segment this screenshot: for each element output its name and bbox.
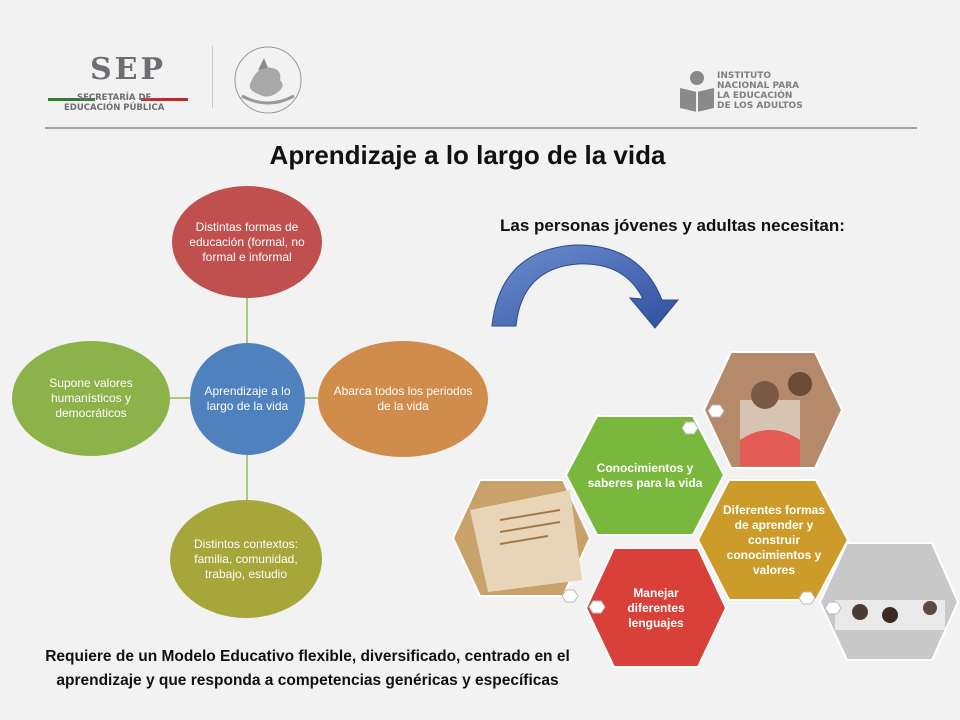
hex-label-manejar-lenguajes: Manejar diferentes lenguajes xyxy=(627,585,685,630)
hex-label-diferentes-formas: Diferentes formas de aprender y construir conocimientos y valores xyxy=(722,502,826,577)
node-center: Aprendizaje a lo largo de la vida xyxy=(190,343,305,455)
inea-line-1: INSTITUTO xyxy=(717,71,772,81)
node-right: Abarca todos los periodos de la vida xyxy=(318,341,488,457)
inea-line-4: DE LOS ADULTOS xyxy=(717,101,803,111)
hex-label-conocimientos: Conocimientos y saberes para la vida xyxy=(587,461,703,490)
inea-line-2: NACIONAL PARA xyxy=(717,81,800,91)
inea-line-3: LA EDUCACIÓN xyxy=(717,91,793,101)
footer-text: Requiere de un Modelo Educativo flexible, diversificado, centrado en el aprendizaje y que responda a competencias genéricas y específicas xyxy=(45,648,570,689)
page-title: Aprendizaje a lo largo de la vida xyxy=(269,140,666,170)
node-bottom: Distintos contextos: familia, comunidad, trabajo, estudio xyxy=(170,500,322,618)
node-left: Supone valores humanísticos y democráticos xyxy=(12,341,170,456)
node-top: Distintas formas de educación (formal, no formal e informal xyxy=(172,186,322,298)
sep-line-2: EDUCACIÓN PÚBLICA xyxy=(64,103,165,113)
sep-line-1: SECRETARÍA DE xyxy=(76,93,152,103)
sep-wordmark: SEP xyxy=(90,52,167,87)
curved-arrow-icon xyxy=(492,245,678,328)
page-subtitle: Las personas jóvenes y adultas necesitan: xyxy=(500,216,845,235)
